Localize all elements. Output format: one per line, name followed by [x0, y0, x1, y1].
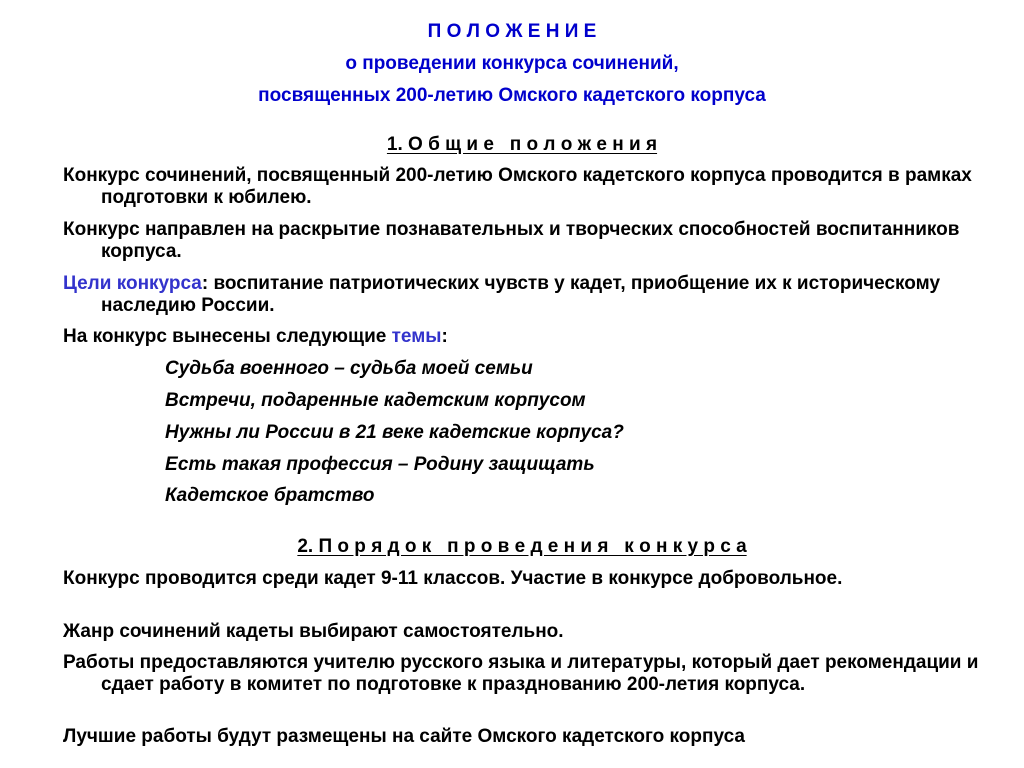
section2-paragraph-4: Лучшие работы будут размещены на сайте Омского кадетского корпуса [63, 726, 745, 747]
section1-heading [0, 134, 1024, 156]
section2-paragraph-1: Конкурс проводится среди кадет 9-11 классов. Участие в конкурсе добровольное. [63, 568, 843, 589]
topics-word: темы [391, 326, 442, 347]
topic-item: Кадетское братство [165, 485, 375, 506]
section1-goals-paragraph [63, 273, 1011, 317]
section2-paragraph-3: Работы предоставляются учителю русского языка и литературы, который дает рекомендации и сдает работу в комитет по подготовке к празднованию 200-летия корпуса. [63, 652, 979, 695]
section1-topics-intro [63, 326, 1011, 348]
section2-heading [0, 536, 1024, 558]
section1-paragraph-2: Конкурс направлен на раскрытие познавательных и творческих способностей воспитанников корпуса. [63, 219, 960, 262]
title-main: П О Л О Ж Е Н И Е [427, 21, 597, 42]
title-subtitle-1: о проведении конкурса сочинений, [345, 53, 679, 74]
goals-text: : воспитание патриотических чувств у кадет, приобщение их к историческому наследию России. [101, 273, 941, 316]
topic-item: Есть такая профессия – Родину защищать [165, 454, 595, 475]
topic-item: Встречи, подаренные кадетским корпусом [165, 390, 586, 411]
section2-paragraph-2: Жанр сочинений кадеты выбирают самостоятельно. [63, 621, 564, 642]
section2-heading-text: 2. П о р я д о к п р о в е д е н и я к о н к у р с а [297, 536, 747, 557]
document-title [0, 16, 1024, 112]
title-subtitle-2: посвященных 200-летию Омского кадетского корпуса [258, 85, 766, 106]
topic-item: Судьба военного – судьба моей семьи [165, 358, 533, 379]
topics-intro-text: На конкурс вынесены следующие [63, 326, 392, 347]
section1-heading-text: 1. О б щ и е п о л о ж е н и я [386, 134, 658, 155]
section1-paragraph-1: Конкурс сочинений, посвященный 200-летию Омского кадетского корпуса проводится в рамках подготовки к юбилею. [63, 165, 972, 208]
goals-label: Цели конкурса [63, 273, 202, 294]
topic-item: Нужны ли России в 21 веке кадетские корпуса? [165, 422, 624, 443]
topics-colon: : [441, 326, 448, 347]
